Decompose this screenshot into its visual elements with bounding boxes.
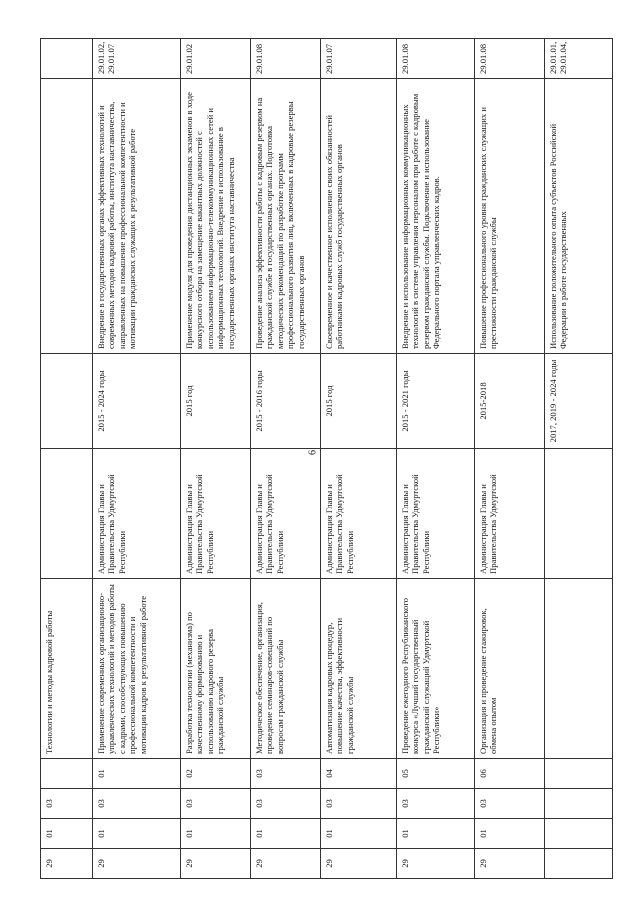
period-cell: 2015 - 2021 годы: [397, 354, 475, 449]
event-name-cell: Применение современных организационно-управленческих технологий и методов работы с кадрами, способствующих повышению профессиональной компетентности и мотивации кадров к результативной работе: [93, 579, 181, 759]
subprogram-code-cell: 01: [475, 819, 545, 849]
event-name-cell: Методическое обеспечение, организация, проведение семинаров-совещаний по вопросам гражданской службы: [251, 579, 321, 759]
gp-code-cell: 29: [475, 849, 545, 879]
event-name-cell: Разработка технологии (механизма) по качественному формированию и использованию кадрового резерва гражданской службы: [181, 579, 251, 759]
table-row: [321, 39, 397, 879]
subprogram-code-cell: 01: [251, 819, 321, 849]
event-name-cell: Автоматизация кадровых процедур, повышение качества, эффективности гражданской службы: [321, 579, 397, 759]
expected-result-cell: Повышение профессионального уровня гражданских служащих и престижности гражданской службы: [475, 79, 545, 354]
subprogram-code-cell: 01: [397, 819, 475, 849]
indicator-link-cell: [41, 39, 93, 79]
expected-result-cell: [41, 79, 93, 354]
table-row: [41, 39, 93, 879]
event-name-cell: Проведение ежегодного Республиканского конкурса «Лучший государственный гражданский служащий Удмуртской Республики»: [397, 579, 475, 759]
page-number: 6: [307, 450, 319, 455]
period-cell: 2015 год: [181, 354, 251, 449]
program-table: [40, 38, 613, 879]
event-code-cell: 01: [93, 759, 181, 789]
gp-code-cell: 29: [181, 849, 251, 879]
expected-result-cell: Проведение анализа эффективности работы с кадровым резервом на гражданской службе в государственных органах. Подготовка методических рекомендаций по разработке программ профессионального развития лиц, включенных в кадровые резервы государственных органов: [251, 79, 321, 354]
main-event-code-cell: 03: [475, 789, 545, 819]
table-row: [93, 39, 181, 879]
expected-result-cell: Своевременное и качественное исполнение своих обязанностей работниками кадровых служб государственных органов: [321, 79, 397, 354]
event-code-cell: 02: [181, 759, 251, 789]
empty-cell: [545, 449, 613, 579]
subprogram-code-cell: 01: [181, 819, 251, 849]
program-table-wrapper: [40, 39, 612, 879]
period-cell: 2015-2018: [475, 354, 545, 449]
main-event-code-cell: 03: [251, 789, 321, 819]
trailing-period-cell: 2017, 2019 - 2024 годы: [545, 354, 613, 449]
indicator-link-cell: 29.01.08: [251, 39, 321, 79]
event-name-cell: Технологии и методы кадровой работы: [41, 579, 93, 759]
table-row: [475, 39, 545, 879]
event-code-cell: 04: [321, 759, 397, 789]
table-row: [251, 39, 321, 879]
table-row: [181, 39, 251, 879]
executor-cell: Администрация Главы и Правительства Удмуртской Республики: [181, 449, 251, 579]
empty-cell: [545, 759, 613, 789]
subprogram-code-cell: 01: [321, 819, 397, 849]
gp-code-cell: 29: [251, 849, 321, 879]
empty-cell: [545, 579, 613, 759]
indicator-link-cell: 29.01.08: [397, 39, 475, 79]
expected-result-cell: Применение модуля для проведения дистанционных экзаменов в ходе конкурсного отбора на замещение вакантных должностей с использованием информационно-телекоммуникационных сетей и информационных технологий. Внедрение и использование в государственных органах института наставничества: [181, 79, 251, 354]
gp-code-cell: 29: [41, 849, 93, 879]
indicator-link-cell: 29.01.08: [475, 39, 545, 79]
executor-cell: Администрация Главы и Правительства Удмуртской Республики: [321, 449, 397, 579]
empty-cell: [545, 849, 613, 879]
period-cell: 2015 - 2024 годы: [93, 354, 181, 449]
executor-cell: Администрация Главы и Правительства Удмуртской Республики: [397, 449, 475, 579]
table-row-partial: [545, 39, 613, 879]
main-event-code-cell: 03: [181, 789, 251, 819]
gp-code-cell: 29: [93, 849, 181, 879]
event-code-cell: 03: [251, 759, 321, 789]
indicator-link-cell: 29.01.07: [321, 39, 397, 79]
expected-result-cell: Внедрение в государственных органах эффективных технологий и современных методов кадровой работы, института наставничества, направленных на повышение профессиональной компетентности и мотивации гражданских служащих к результативной работе: [93, 79, 181, 354]
main-event-code-cell: 03: [41, 789, 93, 819]
event-code-cell: 05: [397, 759, 475, 789]
gp-code-cell: 29: [321, 849, 397, 879]
program-table-body: [41, 39, 613, 879]
trailing-result-cell: Использование положительного опыта субъектов Российской Федерации в работе государственных: [545, 79, 613, 354]
empty-cell: [545, 819, 613, 849]
indicator-link-cell: 29.01.02: [181, 39, 251, 79]
executor-cell: Администрация Главы и Правительства Удмуртской: [475, 449, 545, 579]
trailing-link-cell: 29.01.01, 29.01.04,: [545, 39, 613, 79]
main-event-code-cell: 03: [93, 789, 181, 819]
period-cell: [41, 354, 93, 449]
table-row: [397, 39, 475, 879]
empty-cell: [545, 789, 613, 819]
executor-cell: Администрация Главы и Правительства Удмуртской Республики: [93, 449, 181, 579]
executor-cell: Администрация Главы и Правительства Удмуртской Республики: [251, 449, 321, 579]
subprogram-code-cell: 01: [93, 819, 181, 849]
main-event-code-cell: 03: [321, 789, 397, 819]
indicator-link-cell: 29.01.02, 29.01.07: [93, 39, 181, 79]
event-name-cell: Организация и проведение стажировок, обмена опытом: [475, 579, 545, 759]
subprogram-code-cell: 01: [41, 819, 93, 849]
event-code-cell: 06: [475, 759, 545, 789]
event-code-cell: [41, 759, 93, 789]
period-cell: 2015 год: [321, 354, 397, 449]
main-event-code-cell: 03: [397, 789, 475, 819]
gp-code-cell: 29: [397, 849, 475, 879]
expected-result-cell: Внедрение и использование информационных коммуникационных технологий в системе управления персоналом при работе с кадровым резервом гражданской службы. Подключение и использование Федерального портала управленческих кадров.: [397, 79, 475, 354]
executor-cell: [41, 449, 93, 579]
period-cell: 2015 - 2016 годы: [251, 354, 321, 449]
